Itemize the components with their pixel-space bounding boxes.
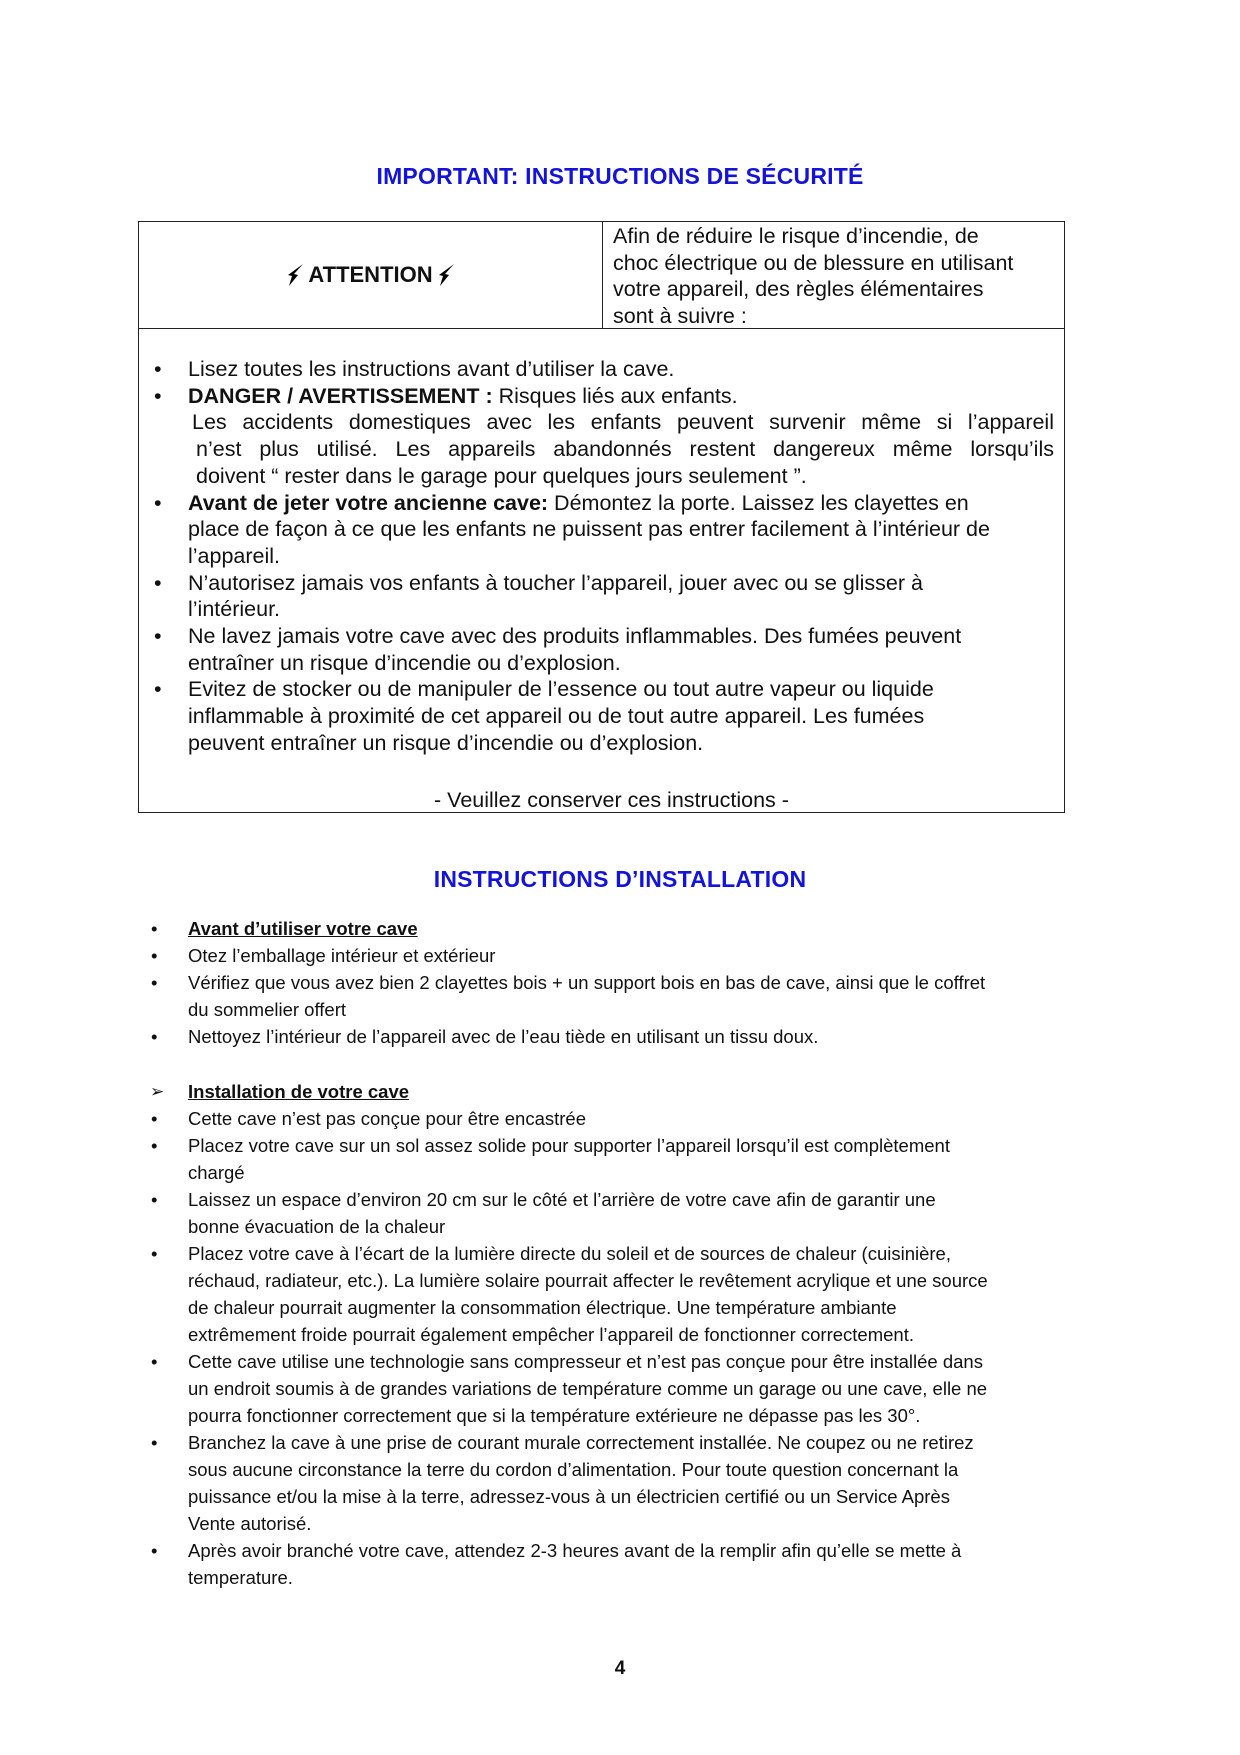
intro-line: Afin de réduire le risque d’incendie, de [613,224,979,248]
list-text: Vente autorisé. [188,1513,312,1534]
list-text: Cette cave n’est pas conçue pour être encastrée [188,1108,586,1129]
list-item [138,1537,1098,1591]
safety-item [139,676,1064,756]
safety-item [139,490,1064,570]
danger-paragraph [139,409,1064,489]
bullet-icon: • [151,1108,158,1129]
list-text: Nettoyez l’intérieur de l’appareil avec de l’eau tiède en utilisant un tissu doux. [188,1026,819,1047]
bullet-icon: • [151,1189,158,1210]
list-item [138,969,1098,1023]
list-item [138,942,1098,969]
installation-title: Installation de votre cave [188,1081,410,1102]
list-item [138,915,1098,942]
list-text: bonne évacuation de la chaleur [188,1216,446,1237]
list-item [138,1429,1098,1537]
keep-instructions-note: - Veuillez conserver ces instructions - [434,788,789,812]
intro-line: choc électrique ou de blessure en utilisant [613,250,1014,275]
bullet-icon: • [151,1432,158,1453]
danger-paragraph-line: doivent “ rester dans le garage pour quelques jours seulement ”. [196,463,807,488]
danger-text: Risques liés aux enfants. [492,383,738,408]
bullet-icon: • [154,624,162,649]
safety-item [139,623,1064,676]
list-text: Après avoir branché votre cave, attendez 2-3 heures avant de la remplir afin qu’elle se mette à [188,1540,962,1561]
list-item [138,1023,1098,1050]
installation-heading: INSTRUCTIONS D’INSTALLATION [433,866,807,892]
danger-paragraph-line: Les accidents domestiques avec les enfants peuvent survenir même si l’appareil [192,410,1054,435]
list-text: Cette cave utilise une technologie sans compresseur et n’est pas conçue pour être installée dans [188,1351,983,1372]
list-item [138,1105,1098,1132]
safety-heading: IMPORTANT: INSTRUCTIONS DE SÉCURITÉ [376,163,864,189]
safety-item [139,356,1064,383]
danger-label: DANGER / AVERTISSEMENT : [188,383,493,408]
list-item [138,1186,1098,1240]
safety-text: peuvent entraîner un risque d’incendie ou d’explosion. [188,730,704,755]
lightning-bolt-icon [285,263,305,287]
disposal-text: Démontez la porte. Laissez les clayettes en [548,490,969,515]
safety-text: l’intérieur. [188,597,281,622]
attention-row [139,222,1064,329]
list-text: Vérifiez que vous avez bien 2 clayettes bois + un support bois en bas de cave, ainsi que le coffret [188,972,986,993]
bullet-icon: • [151,1026,158,1047]
bullet-icon: • [151,1243,158,1264]
list-text: chargé [188,1162,245,1183]
bullet-icon: • [151,1540,158,1561]
safety-text: Lisez toutes les instructions avant d’utiliser la cave. [188,357,675,381]
list-item [138,1240,1098,1348]
bullet-icon: • [154,570,162,595]
list-text: de chaleur pourrait augmenter la consommation électrique. Une température ambiante [188,1297,897,1318]
safety-box [138,221,1065,813]
list-item [138,1078,1098,1105]
installation-list [138,1078,1098,1591]
intro-line: votre appareil, des règles élémentaires [613,277,984,301]
before-use-list [138,915,1098,1050]
disposal-label: Avant de jeter votre ancienne cave: [188,490,549,515]
list-text: Branchez la cave à une prise de courant murale correctement installée. Ne coupez ou ne retirez [188,1432,974,1453]
list-text: Otez l’emballage intérieur et extérieur [188,945,496,966]
safety-text: entraîner un risque d’incendie ou d’explosion. [188,650,621,675]
arrow-bullet-icon: ➢ [150,1082,165,1101]
lightning-bolt-icon [436,263,456,287]
list-text: Laissez un espace d’environ 20 cm sur le côté et l’arrière de votre cave afin de garantir une [188,1189,936,1210]
safety-text: Evitez de stocker ou de manipuler de l’essence ou tout autre vapeur ou liquide [188,677,934,702]
page-number: 4 [614,1658,626,1679]
safety-item [139,383,1064,410]
list-text: Placez votre cave sur un sol assez solide pour supporter l’appareil lorsqu’il est complètement [188,1135,950,1156]
danger-paragraph-line: n’est plus utilisé. Les appareils abandonnés restent dangereux même lorsqu’ils [196,437,1054,462]
bullet-icon: • [151,1135,158,1156]
bullet-icon: • [151,972,158,993]
list-text: temperature. [188,1567,293,1588]
attention-cell [139,222,603,328]
before-use-title: Avant d’utiliser votre cave [188,918,418,939]
bullet-icon: • [154,383,162,408]
attention-label: ATTENTION [308,262,433,287]
safety-text: l’appareil. [188,543,281,568]
list-text: pourra fonctionner correctement que si la température extérieure ne dépasse pas les 30°. [188,1405,921,1426]
list-text: un endroit soumis à de grandes variations de température comme un garage ou une cave, elle ne [188,1378,988,1399]
list-item [138,1348,1098,1429]
bullet-icon: • [154,677,162,702]
list-text: réchaud, radiateur, etc.). La lumière solaire pourrait affecter le revêtement acrylique et une source [188,1270,988,1291]
bullet-icon: • [151,1351,158,1372]
list-item [138,1132,1098,1186]
bullet-icon: • [154,357,162,381]
list-text: sous aucune circonstance la terre du cordon d’alimentation. Pour toute question concernant la [188,1459,959,1480]
list-text: du sommelier offert [188,999,346,1020]
safety-text: place de façon à ce que les enfants ne puissent pas entrer facilement à l’intérieur de [188,517,990,542]
bullet-icon: • [154,490,162,515]
safety-text: inflammable à proximité de cet appareil ou de tout autre appareil. Les fumées [188,704,925,729]
intro-line: sont à suivre : [613,303,747,328]
list-text: extrêmement froide pourrait également empêcher l’appareil de fonctionner correctement. [188,1324,914,1345]
list-text: Placez votre cave à l’écart de la lumière directe du soleil et de sources de chaleur (cuisinière, [188,1243,951,1264]
safety-text: Ne lavez jamais votre cave avec des produits inflammables. Des fumées peuvent [188,624,962,649]
safety-text: N’autorisez jamais vos enfants à toucher l’appareil, jouer avec ou se glisser à [188,570,923,595]
safety-item [139,570,1064,623]
safety-list [139,356,1064,757]
safety-text [188,490,1054,517]
list-text: puissance et/ou la mise à la terre, adressez-vous à un électricien certifié ou un Service Après [188,1486,950,1507]
bullet-icon: • [151,918,158,939]
safety-text [188,383,1054,410]
bullet-icon: • [151,945,158,966]
attention-intro [613,222,1058,329]
